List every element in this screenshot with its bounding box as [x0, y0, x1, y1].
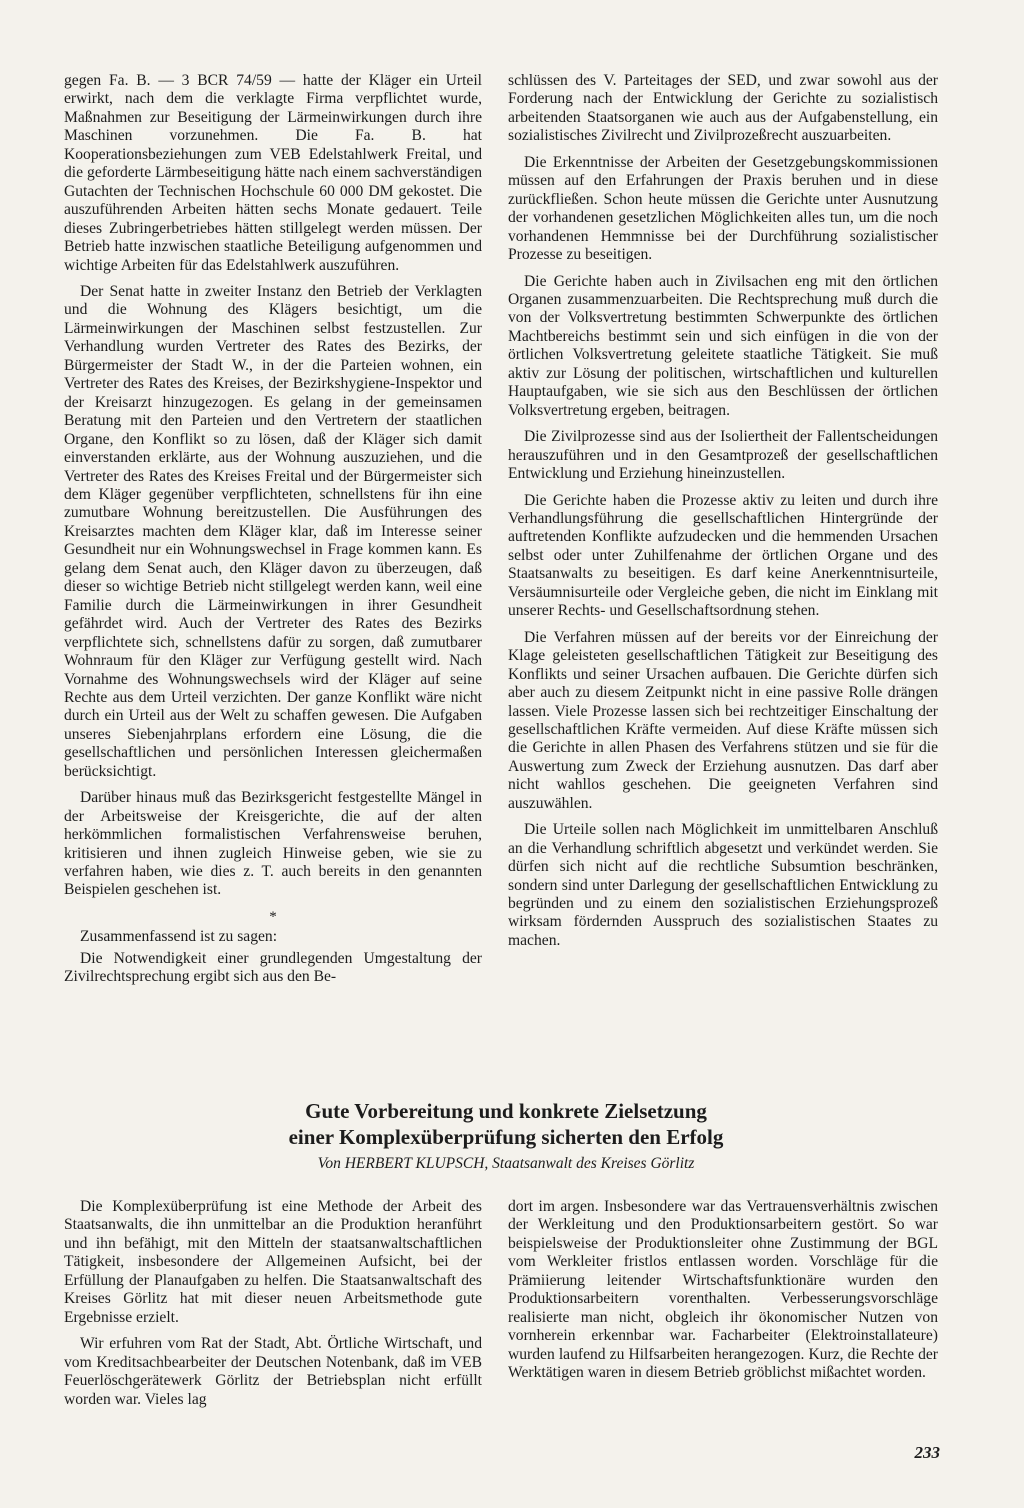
left-column-bottom — [64, 1198, 482, 1417]
paragraph: gegen Fa. B. — 3 BCR 74/59 — hatte der Kläger ein Urteil erwirkt, nach dem die verklagte Firma verpflichtet wurde, Maßnahmen zur Beseitigung der Lärmeinwirkungen durch ihre Maschinen vorzunehmen. Die Fa. B. hat Kooperationsbeziehungen zum VEB Edelstahlwerk Freital, und die geforderte Lärmbeseitigung hätte nach einem sachverständigen Gutachten der Technischen Hochschule 60 000 DM gekostet. Die auszuführenden Arbeiten hätten sechs Monate gedauert. Teile dieses Zubringerbetriebes hätten stillgelegt werden müssen. Der Betrieb hatte inzwischen staatliche Beteiligung aufgenommen und wichtige Arbeiten für das Edelstahlwerk auszuführen. — [64, 72, 482, 274]
paragraph: Die Erkenntnisse der Arbeiten der Gesetzgebungskommissionen müssen auf den Erfahrungen der Praxis beruhen und in diese zurückfließen. Schon heute müssen die Gerichte unter Ausnutzung der vorhandenen gesetzlichen Möglichkeiten alles tun, um die noch vorhandenen Hemmnisse bei der Durchführung sozialistischer Prozesse zu beseitigen. — [508, 153, 938, 264]
paragraph: Die Urteile sollen nach Möglichkeit im unmittelbaren Anschluß an die Verhandlung schriftlich abgesetzt und verkündet werden. Sie dürfen sich nicht auf die rechtliche Subsumtion beschränken, sondern sind unter Darlegung der gesellschaftlichen Entwicklung zu begründen und zu einem den sozialistischen Erziehungsprozeß wirksam fördernden Ausspruch des sozialistischen Staates zu machen. — [508, 821, 938, 949]
paragraph: Darüber hinaus muß das Bezirksgericht festgestellte Mängel in der Arbeitsweise der Kreisgerichte, die auf der alten herkömmlichen formalistischen Verfahrensweise beruhen, kritisieren und ihnen zugleich Hinweise geben, wie sie zu verfahren haben, wie dies z. T. auch bereits in den genannten Beispielen geschehen ist. — [64, 789, 482, 899]
right-column-top — [508, 72, 938, 958]
section-separator: * — [269, 908, 277, 925]
article-byline: Von HERBERT KLUPSCH, Staatsanwalt des Kreises Görlitz — [317, 1155, 695, 1172]
paragraph: Zusammenfassend ist zu sagen: — [80, 928, 278, 946]
right-column-bottom — [508, 1198, 938, 1391]
paragraph: Die Komplexüberprüfung ist eine Methode der Arbeit des Staatsanwalts, die ihn unmittelbar an die Produktion heranführt und ihn befähigt, mit den Mitteln der staatsanwaltschaftlichen Tätigkeit, insbesondere der Allgemeinen Aufsicht, bei der Erfüllung der Planaufgaben zu helfen. Die Staatsanwaltschaft des Kreises Görlitz hat mit dieser neuen Arbeitsmethode gute Ergebnisse erzielt. — [64, 1198, 482, 1326]
paragraph: Wir erfuhren vom Rat der Stadt, Abt. Örtliche Wirtschaft, und vom Kreditsachbearbeiter der Deutschen Notenbank, daß im VEB Feuerlöschgerätewerk Görlitz der Betriebsplan nicht erfüllt worden war. Vieles lag — [64, 1335, 482, 1408]
headline-line: einer Komplexüberprüfung sicherten den Erfolg — [288, 1125, 724, 1149]
headline-line: Gute Vorbereitung und konkrete Zielsetzung — [305, 1099, 707, 1123]
page-number: 233 — [914, 1443, 940, 1462]
paragraph: Die Zivilprozesse sind aus der Isoliertheit der Fallentscheidungen herauszuführen und in den Gesamtprozeß der gesellschaftlichen Entwicklung und Erziehung hineinzustellen. — [508, 428, 938, 483]
paragraph: Die Notwendigkeit einer grundlegenden Umgestaltung der Zivilrechtsprechung ergibt sich aus den Be- — [64, 949, 482, 986]
paragraph: dort im argen. Insbesondere war das Vertrauensverhältnis zwischen der Werkleitung und den Produktionsarbeitern gestört. So war beispielsweise der Produktionsleiter ohne Zustimmung der BGL vom Werkleiter fristlos entlassen worden. Vorschläge für die Prämiierung leitender Wirtschaftsfunktionäre wurden den Produktionsarbeitern vorenthalten. Verbesserungsvorschläge realisierte man nicht, obgleich ihr ökonomischer Nutzen von vornherein erkennbar war. Facharbeiter (Elektroinstallateure) wurden laufend zu Hilfsarbeiten herangezogen. Kurz, die Rechte der Werktätigen waren in diesem Betrieb gröblichst mißachtet worden. — [508, 1198, 938, 1382]
paragraph: Der Senat hatte in zweiter Instanz den Betrieb der Verklagten und die Wohnung des Klägers besichtigt, um die Lärmeinwirkungen der Maschinen selbst festzustellen. Zur Verhandlung wurden Vertreter des Rates des Bezirks, der Bürgermeister der Stadt W., in der die Parteien wohnen, ein Vertreter des Rates des Kreises, der Bezirkshygiene-Inspektor und der Kreisarzt hinzugezogen. Es gelang in der gemeinsamen Beratung mit den Parteien und den Vertretern der staatlichen Organe, den Konflikt so zu lösen, daß der Kläger sich damit einverstanden erklärte, aus der Wohnung auszuziehen, und die Vertreter des Rates des Kreises Freital und der Bürgermeister sich dem Kläger gegenüber verpflichteten, schnellstens für ihn eine zumutbare Wohnung bereitzustellen. Die Ausführungen des Kreisarztes machten dem Kläger klar, daß im Interesse seiner Gesundheit nur ein Wohnungswechsel in Frage kommen kann. Es gelang dem Senat auch, den Kläger davon zu überzeugen, daß dieser so wichtige Betrieb nicht stillgelegt werden kann, weil eine Familie durch die Lärmeinwirkungen in ihrer Gesundheit gefährdet wird. Auch der Vertreter des Rates des Bezirks verpflichtete sich, schnellstens dafür zu sorgen, daß zumutbarer Wohnraum für den Kläger zur Verfügung gestellt wird. Nach Vornahme des Wohnungswechsels wird der Kläger auf seine Rechte aus dem Urteil verzichten. Der ganze Konflikt wäre nicht durch ein Urteil aus der Welt zu schaffen gewesen. Die Aufgaben unseres Siebenjahrplans erfordern eine Lösung, die die gesellschaftlichen und persönlichen Interessen gleichermaßen berücksichtigt. — [64, 282, 482, 780]
paragraph: Die Verfahren müssen auf der bereits vor der Einreichung der Klage geleisteten gesellschaftlichen Tätigkeit zur Beseitigung des Konflikts und seiner Ursachen aufbauen. Die Gerichte dürfen sich aber auch zu diesem Zeitpunkt nicht in eine passive Rolle drängen lassen. Viele Prozesse lassen sich bei rechtzeitiger Einschaltung der gesellschaftlichen Kräfte vermeiden. Auf diese Kräfte müssen sich die Gerichte in allen Phasen des Verfahrens stützen und sie für die Auswertung zum Zweck der Erziehung ausnutzen. Das darf aber nicht wahllos geschehen. Die geeigneten Verfahren sind auszuwählen. — [508, 628, 938, 812]
paragraph: Die Gerichte haben die Prozesse aktiv zu leiten und durch ihre Verhandlungsführung die gesellschaftlichen Hintergründe der auftretenden Konflikte aufzudecken und die hemmenden Ursachen selbst oder unter Zuhilfenahme der örtlichen Organe und des Staatsanwalts zu beseitigen. Es darf keine Anerkenntnisurteile, Versäumnisurteile oder Vergleiche geben, die nicht im Einklang mit unserer Rechts- und Gesellschaftsordnung stehen. — [508, 491, 938, 620]
article-headline — [110, 1098, 902, 1150]
paragraph: schlüssen des V. Parteitages der SED, und zwar sowohl aus der Forderung nach der Entwicklung der Gerichte zu sozialistisch arbeitenden Staatsorganen wie auch aus der Aufgabenstellung, ein sozialistisches Zivilrecht und Zivilprozeßrecht auszuarbeiten. — [508, 72, 938, 145]
left-column-top — [64, 72, 482, 995]
paragraph: Die Gerichte haben auch in Zivilsachen eng mit den örtlichen Organen zusammenzuarbeiten. Die Rechtsprechung muß durch die von der Volksvertretung bestimmten Schwerpunkte des örtlichen Machtbereichs bestimmt sein und sich einfügen in die von der örtlichen Volksvertretung geleitete staatliche Tätigkeit. Sie muß aktiv zur Lösung der politischen, wirtschaftlichen und kulturellen Hauptaufgaben, wie sie sich aus den Beschlüssen der örtlichen Volksvertretung ergeben, beitragen. — [508, 272, 938, 419]
